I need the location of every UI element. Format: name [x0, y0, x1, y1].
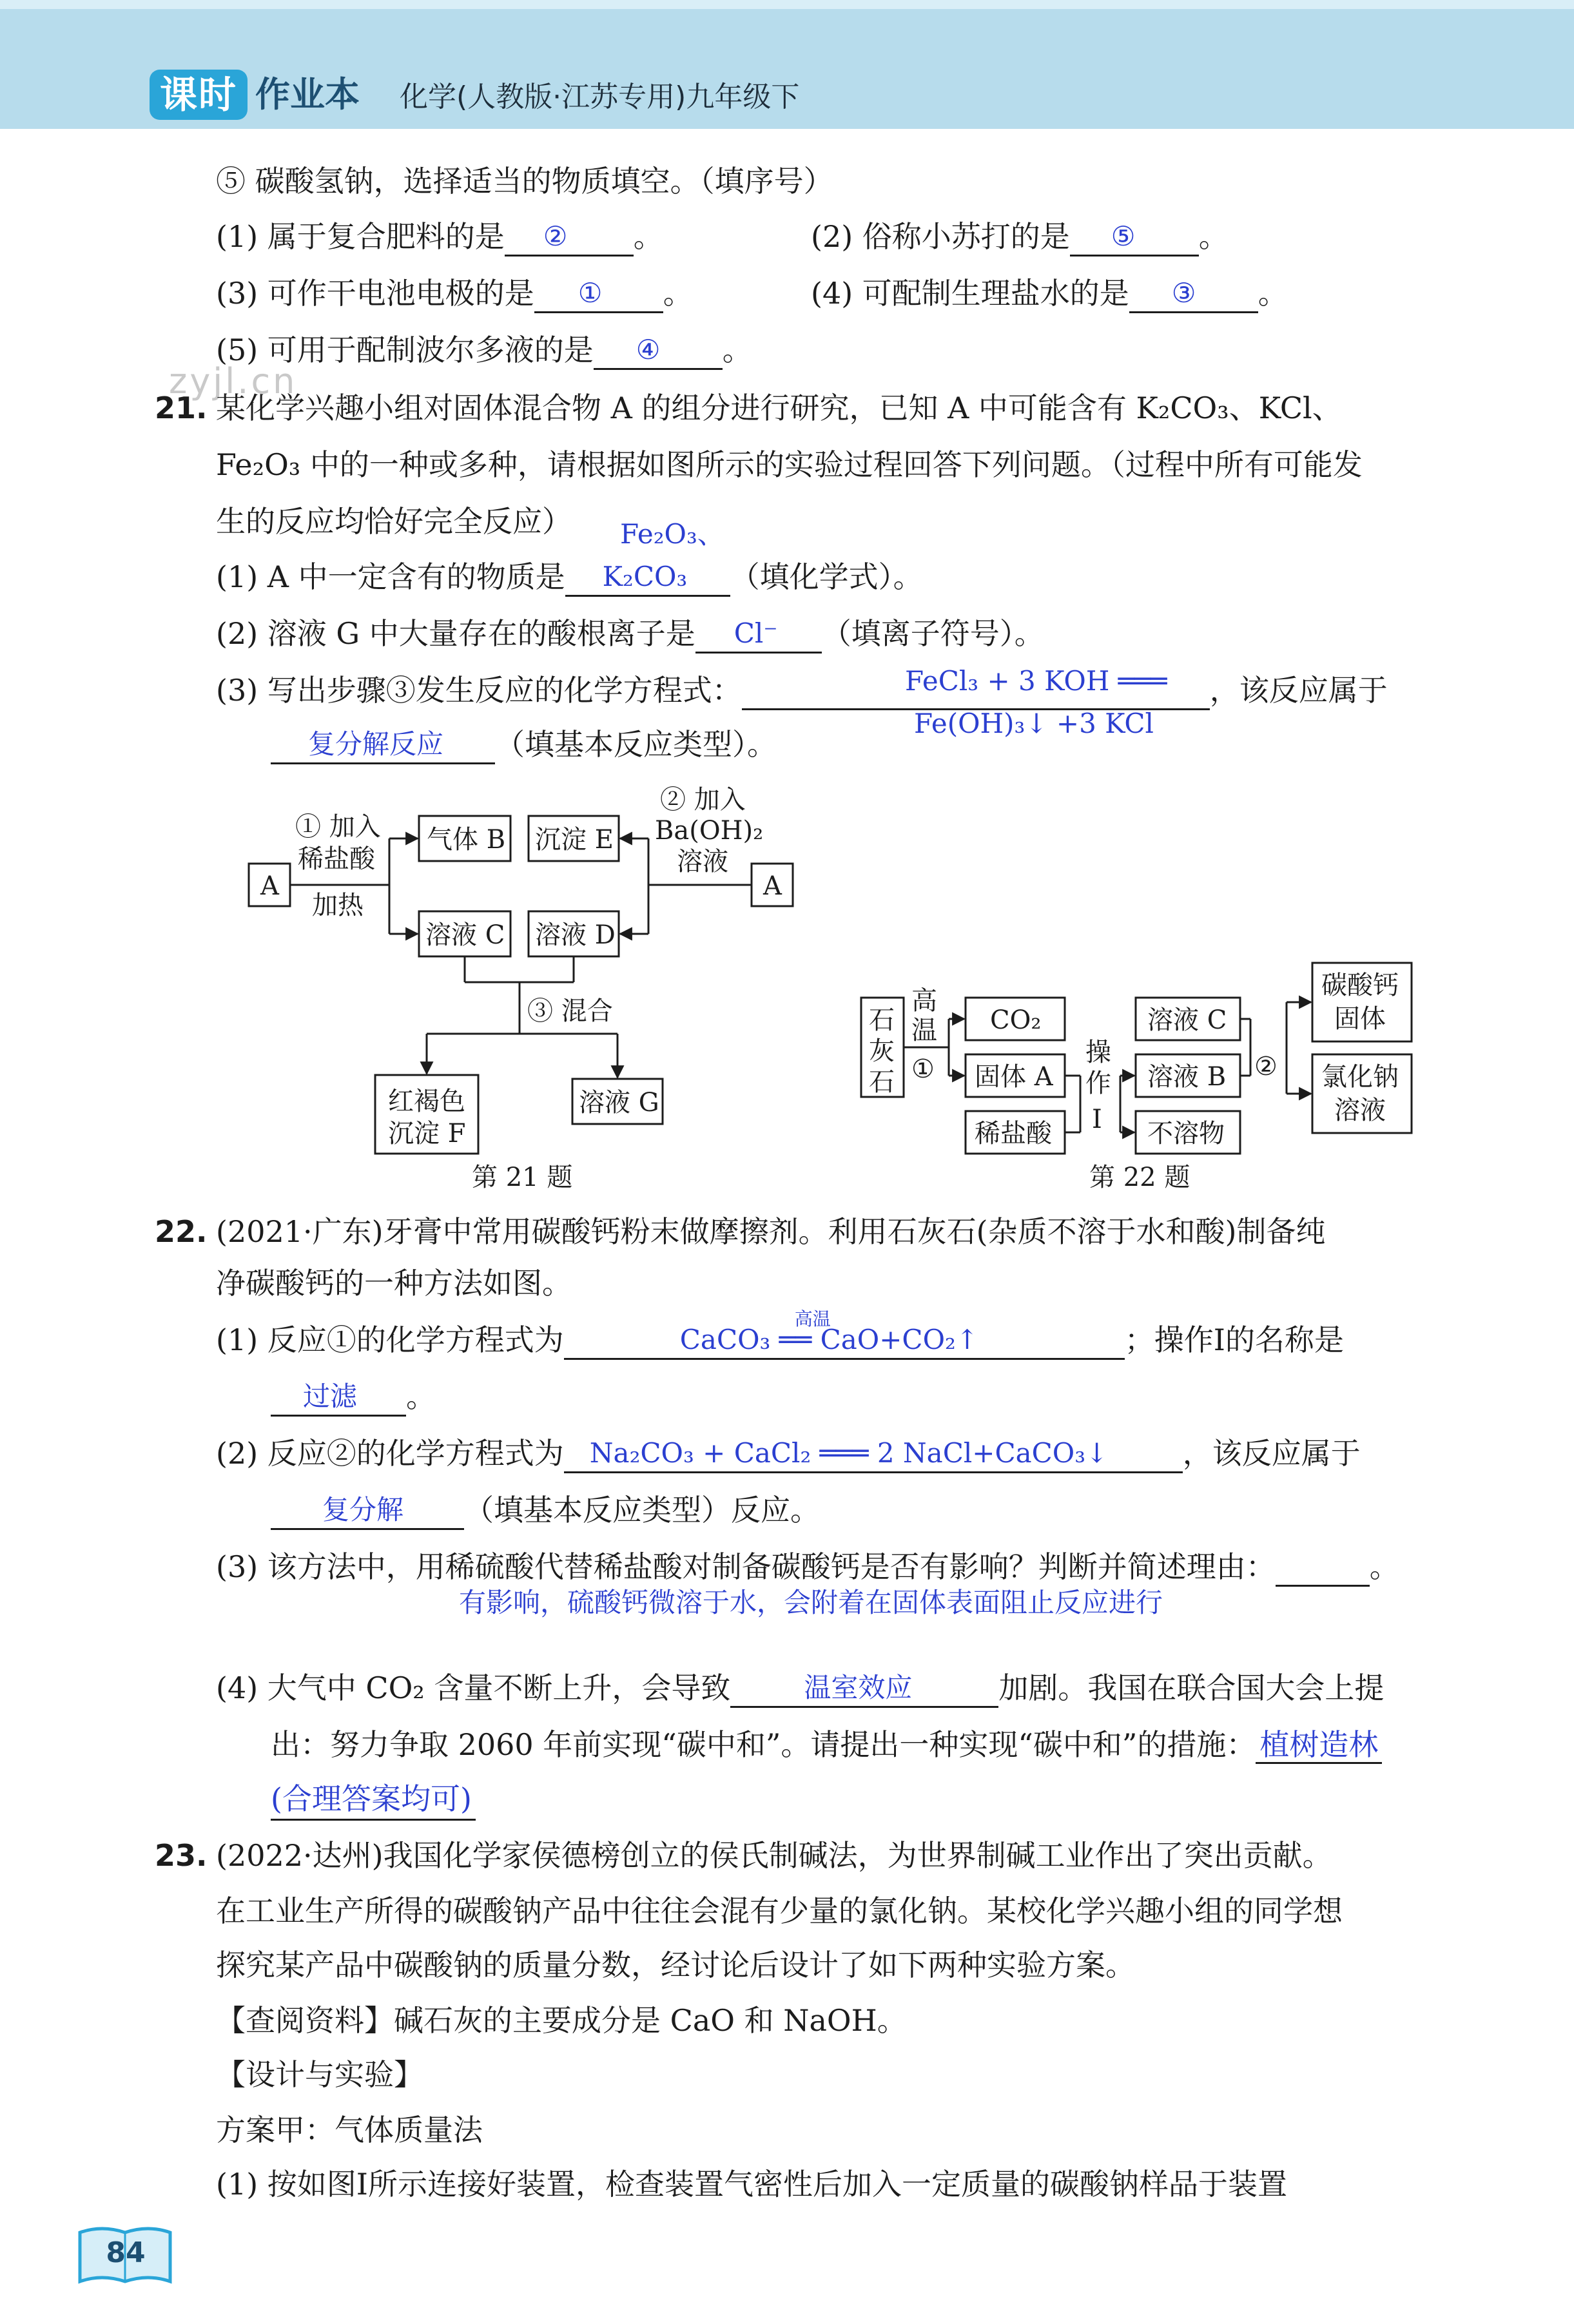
fig22-caco3b: 固体	[1334, 1004, 1386, 1034]
q21-a1-line2: K₂CO₃	[602, 561, 688, 592]
q22-p4-blank	[730, 1673, 998, 1708]
q20-p3-text: (3) 可作干电池电极的是	[216, 276, 534, 311]
q20-p4-end: 。	[1258, 276, 1288, 311]
q23-line5: 【设计与实验】	[216, 2057, 423, 2092]
fig22-sol-b: 溶液 B	[1147, 1062, 1227, 1092]
watermark: zyjl.cn	[169, 361, 298, 402]
q22-p1-blank	[564, 1308, 1125, 1360]
fig22-acid: 稀盐酸	[975, 1119, 1052, 1148]
q22-line1: (2021·广东)牙膏中常用碳酸钙粉末做摩擦剂。利用石灰石(杂质不溶于水和酸)制备纯	[216, 1214, 1326, 1249]
figure-22-labels	[869, 971, 1399, 1192]
q22-p2-text: (2) 反应②的化学方程式为	[216, 1436, 564, 1471]
q21-line1: 某化学兴趣小组对固体混合物 A 的组分进行研究，已知 A 中可能含有 K₂CO₃、KCl、	[216, 391, 1342, 425]
q20-p5-text: (5) 可用于配制波尔多液的是	[216, 333, 594, 367]
q22-p2-end2: （填基本反应类型）反应。	[464, 1493, 820, 1527]
q22-part1	[216, 1308, 1344, 1360]
q20-p2-text: (2) 俗称小苏打的是	[811, 219, 1070, 254]
fig21-sol-c: 溶液 C	[425, 920, 505, 950]
q20-p1-text: (1) 属于复合肥料的是	[216, 219, 505, 254]
q21-a3-type: 复分解反应	[308, 728, 444, 760]
q20-p1-end: 。	[633, 219, 663, 254]
q22-p2-blank	[564, 1438, 1183, 1473]
q22-p3-end: 。	[1369, 1549, 1399, 1584]
q20-p3-end: 。	[663, 276, 693, 311]
subject-title: 化学(人教版·江苏专用)九年级下	[400, 81, 800, 113]
q22-part4b	[271, 1725, 1382, 1765]
q22-p4-end: 加剧。我国在联合国大会上提	[998, 1670, 1385, 1705]
q22-a4c: (合理答案均可)	[271, 1781, 472, 1816]
q23-line7: (1) 按如图Ⅰ所示连接好装置，检查装置气密性后加入一定质量的碳酸钠样品于装置	[216, 2167, 1287, 2202]
q22-number: 22.	[155, 1214, 208, 1249]
fig21-sol-d: 溶液 D	[535, 920, 616, 950]
fig21-a-left: A	[260, 871, 279, 901]
q22-a2: Na₂CO₃ + CaCl₂ ═══ 2 NaCl+CaCO₃↓	[589, 1437, 1109, 1469]
fig22-cond3: ①	[911, 1054, 935, 1084]
fig22-sol-c: 溶液 C	[1147, 1005, 1227, 1035]
q20-a2: ⑤	[1111, 220, 1136, 252]
fig21-step2a: ② 加入	[660, 785, 746, 815]
fig22-cond2: 温	[911, 1016, 937, 1045]
q22-p2-blank2	[271, 1495, 464, 1530]
q23-line6: 方案甲：气体质量法	[216, 2113, 483, 2147]
q21-p1-end: （填化学式）。	[730, 559, 923, 594]
fig22-step2: ②	[1254, 1052, 1278, 1081]
q21-line2: Fe₂O₃ 中的一种或多种，请根据如图所示的实验过程回答下列问题。（过程中所有可能发	[216, 447, 1363, 482]
q21-line3: 生的反应均恰好完全反应）	[216, 504, 572, 539]
q20-a3: ①	[578, 277, 603, 309]
fig22-op2: 作	[1085, 1069, 1111, 1098]
q21-a2: Cl⁻	[734, 617, 778, 649]
q22-p1-end2: 。	[406, 1379, 436, 1414]
fig21-step2c: 溶液	[677, 847, 728, 876]
q22-p1-text: (1) 反应①的化学方程式为	[216, 1322, 564, 1357]
q23-line2: 在工业生产所得的碳酸钠产品中往往会混有少量的氯化钠。某校化学兴趣小组的同学想	[216, 1893, 1343, 1928]
q22-part1b	[271, 1377, 436, 1417]
fig21-step1c: 加热	[312, 891, 364, 920]
q21-p3-end: ，该反应属于	[1209, 673, 1388, 708]
q22-p4b-text: 出：努力争取 2060 年前实现“碳中和”。请提出一种实现“碳中和”的措施：	[271, 1727, 1256, 1762]
fig21-prec-f1: 红褐色	[388, 1087, 465, 1116]
fig21-step1b: 稀盐酸	[298, 844, 375, 874]
q21-p2-text: (2) 溶液 G 中大量存在的酸根离子是	[216, 616, 695, 651]
fig21-prec-e: 沉淀 E	[535, 825, 614, 855]
fig21-gas-b: 气体 B	[427, 825, 506, 855]
fig21-caption: 第 21 题	[472, 1163, 573, 1192]
brand-title: 作业本	[255, 74, 360, 115]
q23-line1: (2022·达州)我国化学家侯德榜创立的侯氏制碱法，为世界制碱工业作出了突出贡献。	[216, 1838, 1332, 1873]
q22-a1b: 过滤	[303, 1380, 358, 1412]
fig22-lime3: 石	[869, 1067, 895, 1097]
fig22-op1: 操	[1085, 1038, 1111, 1067]
q22-part3	[216, 1547, 1399, 1587]
q20-a5: ④	[636, 334, 661, 365]
q21-number: 21.	[155, 391, 208, 425]
q22-a4b: 植树造林	[1256, 1727, 1382, 1764]
figure-21-labels	[260, 785, 782, 1192]
q23-line3: 探究某产品中碳酸钠的质量分数，经讨论后设计了如下两种实验方案。	[216, 1948, 1135, 1982]
q22-a4: 温室效应	[804, 1672, 913, 1703]
fig22-op3: Ⅰ	[1092, 1105, 1102, 1134]
fig22-insol: 不溶物	[1147, 1119, 1225, 1148]
q22-p4-text: (4) 大气中 CO₂ 含量不断上升，会导致	[216, 1670, 731, 1705]
fig22-nacl2: 溶液	[1334, 1096, 1386, 1125]
q20-intro: ⑤ 碳酸氢钠，选择适当的物质填空。（填序号）	[216, 164, 833, 199]
brand-badge: 课时	[150, 70, 248, 120]
q21-a3-line2: Fe(OH)₃↓ +3 KCl	[914, 708, 1154, 739]
q23-line4: 【查阅资料】碱石灰的主要成分是 CaO 和 NaOH。	[216, 2003, 907, 2038]
fig21-sol-g: 溶液 G	[579, 1088, 659, 1118]
fig21-prec-f2: 沉淀 F	[388, 1119, 466, 1148]
fig21-a-right: A	[763, 871, 782, 901]
q20-p2-end: 。	[1198, 219, 1229, 254]
q22-p1-end: ；操作Ⅰ的名称是	[1124, 1322, 1344, 1357]
q22-part2	[216, 1433, 1361, 1473]
fig21-step1a: ① 加入	[295, 812, 381, 842]
q22-a4c-line	[271, 1779, 476, 1821]
q21-p1-text: (1) A 中一定含有的物质是	[216, 559, 565, 594]
q23-number: 23.	[155, 1838, 208, 1873]
q21-p3-text: (3) 写出步骤③发生反应的化学方程式：	[216, 673, 742, 708]
q22-a3: 有影响，硫酸钙微溶于水，会附着在固体表面阻止反应进行	[459, 1587, 1163, 1618]
fig22-cond1: 高	[911, 986, 937, 1016]
page-number: 84	[106, 2236, 146, 2269]
fig22-solid-a: 固体 A	[975, 1062, 1053, 1092]
q20-p5-end: 。	[722, 333, 752, 367]
q21-p3-end2: （填基本反应类型）。	[495, 727, 777, 762]
q22-p3-text: (3) 该方法中，用稀硫酸代替稀盐酸对制备碳酸钙是否有影响？判断并简述理由：	[216, 1549, 1276, 1584]
fig22-caption: 第 22 题	[1089, 1163, 1190, 1192]
fig22-lime1: 石	[869, 1005, 895, 1035]
q20-a4: ③	[1171, 277, 1196, 309]
q21-p2-end: （填离子符号）。	[821, 616, 1044, 651]
fig22-co2: CO₂	[990, 1005, 1042, 1035]
q22-a1-condition: 高温	[794, 1308, 831, 1330]
q22-a2b: 复分解	[322, 1494, 404, 1525]
q21-a1-line1: Fe₂O₃、	[620, 518, 724, 550]
q20-a1: ②	[543, 220, 568, 252]
q21-a3-line1: FeCl₃ + 3 KOH ═══	[905, 665, 1167, 697]
fig22-nacl1: 氯化钠	[1321, 1062, 1399, 1092]
fig22-lime2: 灰	[869, 1036, 895, 1066]
q22-line2: 净碳酸钙的一种方法如图。	[216, 1266, 572, 1301]
q22-p2-end: ，该反应属于	[1182, 1436, 1361, 1471]
q20-p4-text: (4) 可配制生理盐水的是	[811, 276, 1129, 311]
q22-a1: CaCO₃ ══ CaO+CO₂↑	[679, 1324, 979, 1355]
q22-p3-blank	[1276, 1552, 1370, 1587]
fig22-caco3a: 碳酸钙	[1321, 971, 1399, 1000]
q22-part2b	[271, 1490, 820, 1530]
q22-p1-blank2	[271, 1382, 406, 1417]
q22-part4	[216, 1668, 1384, 1708]
fig21-step3: ③ 混合	[527, 996, 613, 1026]
fig21-step2b: Ba(OH)₂	[655, 816, 764, 846]
